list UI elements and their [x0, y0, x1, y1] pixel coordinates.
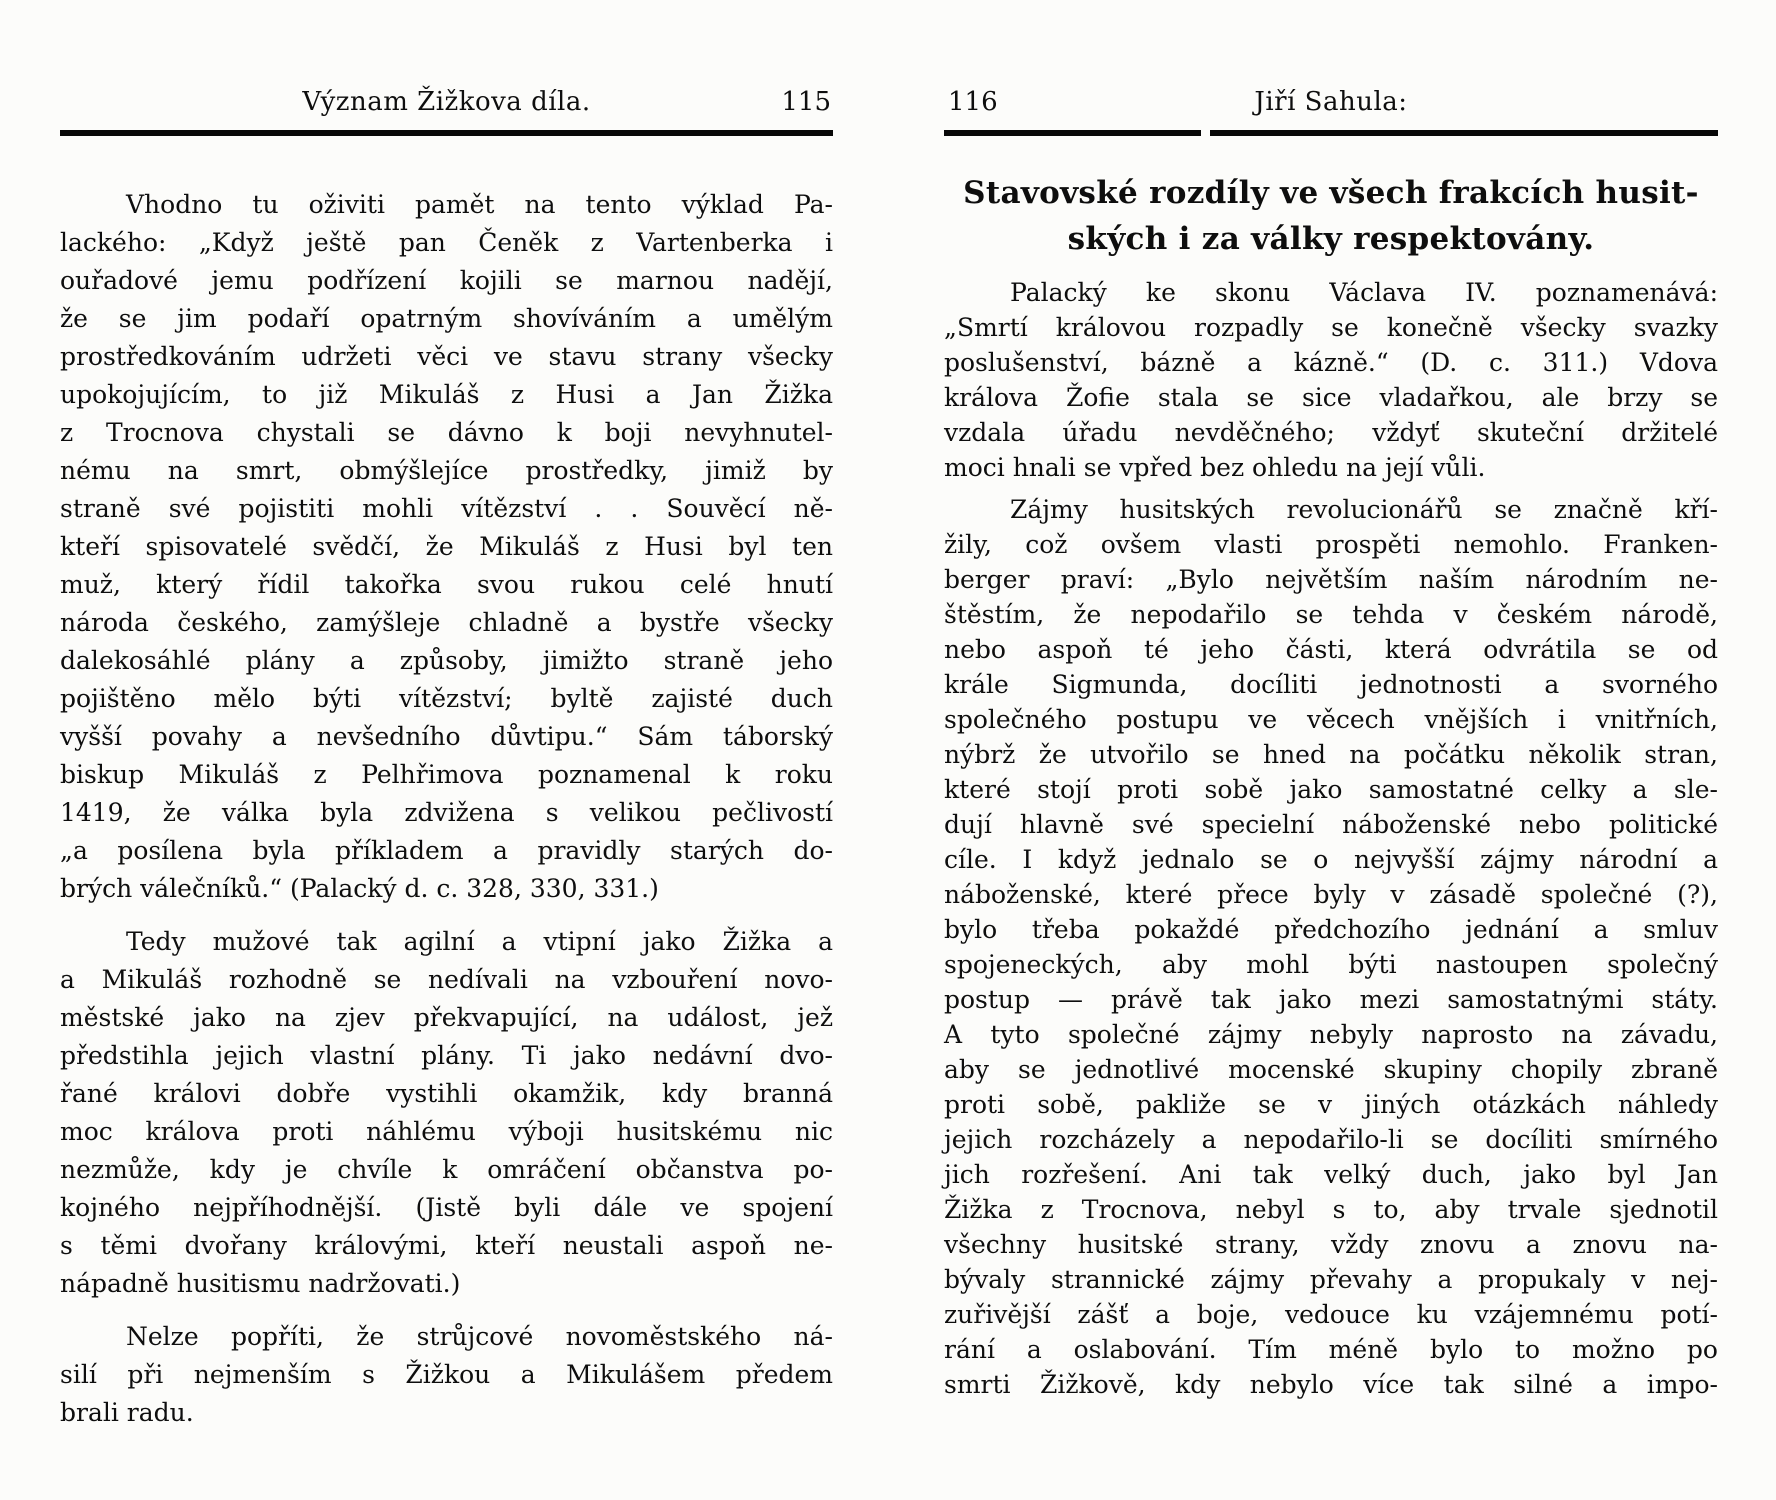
text-line: řané královi dobře vystihli okamžik, kdy branná: [60, 1079, 833, 1108]
text-line: Vhodno tu oživiti pamět na tento výklad Pa-: [126, 190, 833, 219]
text-line: vyšší povahy a nevšedního důvtipu.“ Sám táborský: [60, 722, 833, 751]
text-line: poslušenství, bázně a kázně.“ (D. c. 311.) Vdova: [944, 348, 1718, 377]
text-line: Zájmy husitských revolucionářů se značně kří-: [1010, 495, 1718, 524]
text-line: 1419, že válka byla zdvižena s velikou pečlivostí: [60, 798, 833, 827]
text-line: kojného nejpříhodnější. (Jistě byli dále ve spojení: [60, 1193, 833, 1222]
text-line: „a posílena byla příkladem a pravidly starých do-: [60, 836, 833, 865]
page-number-116: 116: [948, 87, 998, 117]
text-line: předstihla jejich vlastní plány. Ti jako nedávní dvo-: [60, 1041, 833, 1070]
text-line: ouřadové jemu podřízení kojili se marnou nadějí,: [60, 266, 833, 295]
running-title-right: Jiří Sahula:: [1254, 87, 1408, 117]
text-line: lackého: „Když ještě pan Čeněk z Vartenberka i: [60, 228, 833, 257]
text-line: dují hlavně své specielní náboženské nebo politické: [944, 810, 1718, 839]
header-rule-right-segment-2: [1210, 130, 1718, 136]
text-line: biskup Mikuláš z Pelhřimova poznamenal k roku: [60, 760, 833, 789]
text-line: Palacký ke skonu Václava IV. poznamenává:: [1010, 278, 1718, 307]
heading-line: Stavovské rozdíly ve všech frakcích husit-: [963, 175, 1699, 211]
page-number-115: 115: [781, 87, 831, 117]
text-line: vzdala úřadu nevděčného; vždyť skuteční držitelé: [944, 418, 1718, 447]
page-left-body: [60, 186, 833, 1432]
text-line: pojištěno mělo býti vítězství; byltě zajisté duch: [60, 684, 833, 713]
text-line: společného postupu ve věcech vnějších i vnitřních,: [944, 705, 1718, 734]
text-line: proti sobě, pakliže se v jiných otázkách náhledy: [944, 1090, 1718, 1119]
paragraph: [944, 492, 1718, 1402]
text-line: brali radu.: [60, 1398, 194, 1427]
running-head-left: [60, 86, 833, 122]
text-line: zuřivější zášť a boje, vedouce ku vzájemnému potí-: [944, 1300, 1718, 1329]
paragraph: [60, 186, 833, 908]
paragraph: [944, 275, 1718, 485]
page-right-body: [944, 275, 1718, 1402]
heading-line: ských i za války respektovány.: [1067, 221, 1595, 257]
text-line: bylo třeba pokaždé předchozího jednání a smluv: [944, 915, 1718, 944]
text-line: aby se jednotlivé mocenské skupiny chopily zbraně: [944, 1055, 1718, 1084]
text-line: králova Žofie stala se sice vladařkou, ale brzy se: [944, 383, 1718, 412]
paragraph: [60, 923, 833, 1303]
text-line: smrti Žižkově, kdy nebylo více tak silné a impo-: [944, 1370, 1718, 1399]
text-line: brých válečníků.“ (Palacký d. c. 328, 330, 331.): [60, 874, 659, 903]
text-line: rání a oslabování. Tím méně bylo to možno po: [944, 1335, 1718, 1364]
text-line: že se jim podaří opatrným shovíváním a umělým: [60, 304, 833, 333]
text-line: bývaly strannické zájmy převahy a propukaly v nej-: [944, 1265, 1718, 1294]
text-line: krále Sigmunda, docíliti jednotnosti a svorného: [944, 670, 1718, 699]
text-line: upokojujícím, to již Mikuláš z Husi a Jan Žižka: [60, 380, 833, 409]
text-line: dalekosáhlé plány a způsoby, jimižto straně jeho: [60, 646, 833, 675]
page-left: [60, 0, 833, 1500]
text-line: nýbrž že utvořilo se hned na počátku několik stran,: [944, 740, 1718, 769]
header-rule-left: [60, 130, 833, 136]
text-line: jejich rozcházely a nepodařilo-li se docíliti smírného: [944, 1125, 1718, 1154]
header-rule-right-segment-1: [944, 130, 1201, 136]
article-title: [944, 170, 1718, 262]
text-line: národa českého, zamýšleje chladně a bystře všecky: [60, 608, 833, 637]
text-line: muž, který řídil takořka svou rukou celé hnutí: [60, 570, 833, 599]
header-rule-right: [944, 130, 1718, 136]
text-line: náboženské, které přece byly v zásadě společné (?),: [944, 880, 1718, 909]
text-line: nebo aspoň té jeho části, která odvrátila se od: [944, 635, 1718, 664]
text-line: nezmůže, kdy je chvíle k omráčení občanstva po-: [60, 1155, 833, 1184]
text-line: žily, což ovšem vlasti prospěti nemohlo. Franken-: [944, 530, 1718, 559]
text-line: a Mikuláš rozhodně se nedívali na vzbouření novo-: [60, 965, 833, 994]
text-line: Nelze popříti, že strůjcové novoměstského ná-: [126, 1322, 833, 1351]
text-line: s těmi dvořany královými, kteří neustali aspoň ne-: [60, 1231, 833, 1260]
text-line: straně své pojistiti mohli vítězství . . Souvěcí ně-: [60, 494, 833, 523]
text-line: nápadně husitismu nadržovati.): [60, 1269, 461, 1298]
text-line: kteří spisovatelé svědčí, že Mikuláš z Husi byl ten: [60, 532, 833, 561]
text-line: jich rozřešení. Ani tak velký duch, jako byl Jan: [944, 1160, 1718, 1189]
text-line: nému na smrt, obmýšlejíce prostředky, jimiž by: [60, 456, 833, 485]
text-line: štěstím, že nepodařilo se tehda v českém národě,: [944, 600, 1718, 629]
text-line: A tyto společné zájmy nebyly naprosto na závadu,: [944, 1020, 1718, 1049]
text-line: Tedy mužové tak agilní a vtipní jako Žižka a: [126, 927, 833, 956]
text-line: městské jako na zjev překvapující, na událost, jež: [60, 1003, 833, 1032]
text-line: cíle. I když jednalo se o nejvyšší zájmy národní a: [944, 845, 1718, 874]
text-line: moc králova proti náhlému výboji husitskému nic: [60, 1117, 833, 1146]
paragraph: [60, 1318, 833, 1432]
text-line: silí při nejmenším s Žižkou a Mikulášem předem: [60, 1360, 833, 1389]
text-line: které stojí proti sobě jako samostatné celky a sle-: [944, 775, 1718, 804]
text-line: prostředkováním udržeti věci ve stavu strany všecky: [60, 342, 833, 371]
running-head-right: [944, 86, 1718, 122]
page-right: [944, 0, 1718, 1500]
text-line: všechny husitské strany, vždy znovu a znovu na-: [944, 1230, 1718, 1259]
text-line: berger praví: „Bylo největším naším národním ne-: [944, 565, 1718, 594]
text-line: „Smrtí královou rozpadly se konečně všecky svazky: [944, 313, 1718, 342]
text-line: spojeneckých, aby mohl býti nastoupen společný: [944, 950, 1718, 979]
text-line: Žižka z Trocnova, nebyl s to, aby trvale sjednotil: [944, 1195, 1718, 1224]
text-line: z Trocnova chystali se dávno k boji nevyhnutel-: [60, 418, 833, 447]
text-line: moci hnali se vpřed bez ohledu na její vůli.: [944, 453, 1486, 482]
text-line: postup — právě tak jako mezi samostatnými státy.: [944, 985, 1718, 1014]
running-title-left: Význam Žižkova díla.: [302, 87, 591, 117]
